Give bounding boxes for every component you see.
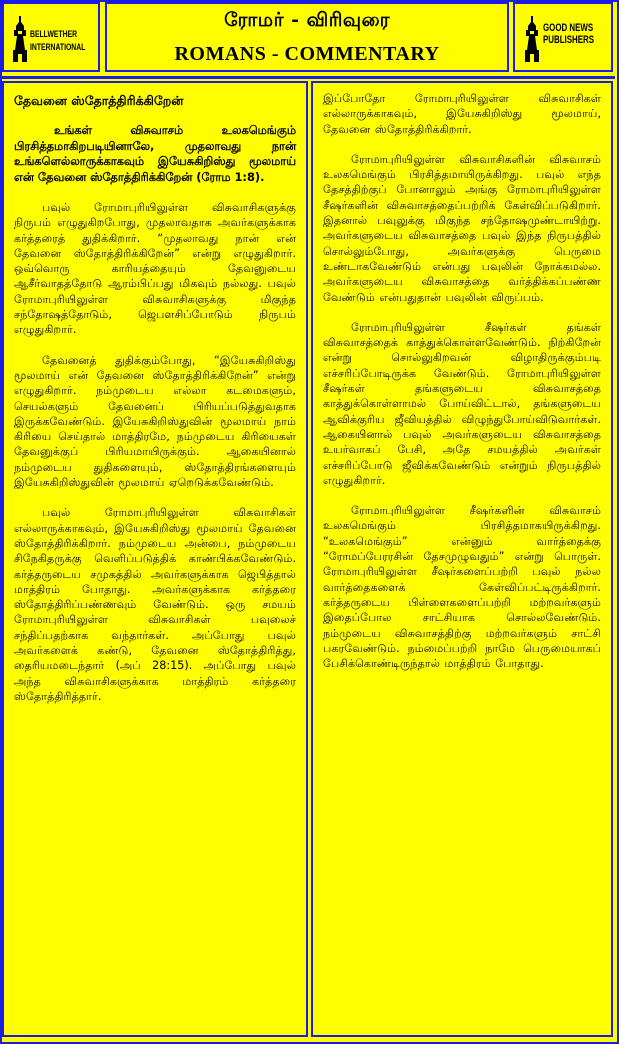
bellwether-logo	[10, 14, 98, 66]
good-news-logo-box	[513, 2, 613, 72]
section-heading: தேவனை ஸ்தோத்திரிக்கிறேன்	[14, 93, 184, 108]
paragraph: ரோமாபுரியிலுள்ள விசுவாசிகளின் விசுவாசம் உலகமெங்கும் பிரசித்தமாயிருக்கிறது. பவுல் எந்த தேசத்திற்குப் போனாலும் அங்கு ரோமாபுரியிலுள்ள சீஷர்களின் விசுவாசத்தைப்பற்றிக் கேள்விப்படுகிறார். இதனால் பவுலுக்கு மிகுந்த சந்தோஷமுண்டாயிற்று. அவர்களுடைய விசுவாசத்தை பவுல் இந்த நிருபத்தில் சொல்லும்போது, அவர்களுக்கு பெருமை உண்டாகவேண்டும் என்பது பவுலின் நோக்கமல்ல. அவர்களுடைய விசுவாசத்தை வர்த்திக்கப்பண்ண வேண்டும் என்பதுதான் பவுலின் விருப்பம்.	[323, 152, 601, 304]
title-box	[105, 2, 509, 72]
header-divider	[0, 76, 615, 79]
bell-tower-icon	[521, 14, 543, 64]
title-tamil: ரோமர் - விரிவுரை	[224, 9, 390, 31]
bellwether-line2: INTERNATIONAL	[30, 42, 86, 53]
page-header	[0, 0, 615, 76]
good-news-line1: GOOD NEWS	[543, 22, 594, 34]
bell-tower-icon	[10, 14, 30, 64]
verse-quote: உங்கள் விசுவாசம் உலகமெங்கும் பிரசித்தமாகிறபடியினாலே, முதலாவது நான் உங்களெல்லாருக்காகவும் இயேசுகிறிஸ்து மூலமாய் என் தேவனை ஸ்தோத்திரிக்கிறேன் (ரோம 1:8).	[14, 123, 296, 184]
paragraph: ரோமாபுரியிலுள்ள சீஷர்கள் தங்கள் விசுவாசத்தைக் காத்துக்கொள்ளவேண்டும். நிற்கிறேன் என்று சொல்லுகிறவன் விழாதிருக்கும்படி எச்சரிப்போடிருக்க வேண்டும். ரோமாபுரியிலுள்ள சீஷர்கள் தங்களுடைய விசுவாசத்தை காத்துக்கொள்ளாமல் போய்விட்டால், தங்களுடைய ஆவிக்குரிய ஜீவியத்தில் விழுந்துபோய்விடுவார்கள். ஆகையினால் பவுல் அவர்களுடைய விசுவாசத்தை உயர்வாகப் பேசி, அதே சமயத்தில் அவர்கள் எச்சரிப்போடு ஜீவிக்கவேண்டும் என்றும் நிருபத்தில் எழுதுகிறார்.	[323, 320, 601, 487]
title-english: ROMANS - COMMENTARY	[174, 43, 440, 65]
paragraph: பவுல் ரோமாபுரியிலுள்ள விசுவாசிகள் எல்லாருக்காகவும், இயேசுகிறிஸ்து மூலமாய் தேவனை ஸ்தோத்திரிக்கிறார். நம்முடைய அன்பை, நம்முடைய சிநேகிதருக்கு வெளிப்படுத்திக் காண்பிக்கவேண்டும். கர்த்தருடைய சமுகத்தில் அவர்களுக்காக ஜெபித்தால் மாத்திரம் போதாது. அவர்களுக்காக கர்த்தரை ஸ்தோத்திரிப்பண்ணவும் வேண்டும். ஒரு சமயம் ரோமாபுரியிலுள்ள விசுவாசிகள் பவுலைச் சந்திப்பதற்காக வந்தார்கள். அப்போது பவுல் அவர்களைக் கண்டு, தேவனை ஸ்தோத்திரித்து, தைரியமடைந்தார் (அப் 28:15). அப்போது பவுல் அந்த விசுவாசிகளுக்காக மாத்திரம் கர்த்தரை ஸ்தோத்திரித்தார்.	[14, 506, 296, 703]
good-news-line2: PUBLISHERS	[543, 34, 595, 46]
paragraph: இப்போதோ ரோமாபுரியிலுள்ள விசுவாசிகள் எல்லாருக்காகவும், இயேசுகிறிஸ்து மூலமாய், தேவனை ஸ்தோத்திரிக்கிறார்.	[323, 92, 601, 136]
right-column	[311, 81, 613, 1037]
paragraph: ரோமாபுரியிலுள்ள சீஷர்களின் விசுவாசம் உலகமெங்கும் பிரசித்தமாகயிருக்கிறது. “உலகமெங்கும்” என்னும் வார்த்தைக்கு “ரோமப்பேரரசின் தேசமுழுவதும்” என்று பொருள். ரோமாபுரியிலுள்ள சீஷர்களைப்பற்றி பவுல் நல்ல வார்த்தைகளைக் கேள்விப்பட்டிருக்கிறார். கர்த்தருடைய பிள்ளைகளைப்பற்றி மற்றவர்களும் இதைப்போல சாட்சியாக சொல்லவேண்டும். நம்முடைய விசுவாசத்திற்கு மற்றவர்களும் சாட்சி பகரவேண்டும். நம்மைப்பற்றி நாமே பெருமையாகப் பேசிக்கொண்டிருந்தால் மாத்திரம் போதாது.	[323, 504, 601, 671]
left-column	[2, 81, 308, 1037]
bellwether-logo-box	[2, 2, 100, 72]
bellwether-line1: BELLWETHER	[30, 29, 78, 40]
good-news-logo	[521, 14, 609, 66]
paragraph: பவுல் ரோமாபுரியிலுள்ள விசுவாசிகளுக்கு நிருபம் எழுதுகிறபோது, முதலாவதாக அவர்களுக்காக கர்த்தரைத் துதிக்கிறார். “முதலாவது நான் என் தேவனை ஸ்தோத்திரிக்கிறேன்” என்று எழுதுகிறார். ஒவ்வொரு காரியத்தையும் தேவனுடைய ஆசீர்வாதத்தோடு ஆரம்பிப்பது மிகவும் நல்லது. பவுல் ரோமாபுரியிலுள்ள விசுவாசிகளுக்கு மிகுந்த சந்தோஷத்தோடும், ஜெபளசிப்போடும் நிருபம் எழுதுகிறார்.	[14, 201, 296, 337]
paragraph: தேவனைத் துதிக்கும்போது, “இயேசுகிறிஸ்து மூலமாய் என் தேவனை ஸ்தோத்திரிக்கிறேன்” என்று எழுதுகிறார். நம்முடைய எல்லா கடமைகளும், செயல்களும் தேவனைப் பிரியப்படுத்துவதாக இருக்கவேண்டும். இயேசுகிறிஸ்துவின் மூலமாய் நாம் கிரியை செய்தால் மாத்திரமே, நம்முடைய கிரியைகள் தேவனுக்குப் பிரியமாயிருக்கும். ஆகையினால் நம்முடைய துதிகளையும், ஸ்தோத்திரங்களையும் இயேசுகிறிஸ்துவின் மூலமாய் ஏறெடுக்கவேண்டும்.	[14, 353, 296, 490]
